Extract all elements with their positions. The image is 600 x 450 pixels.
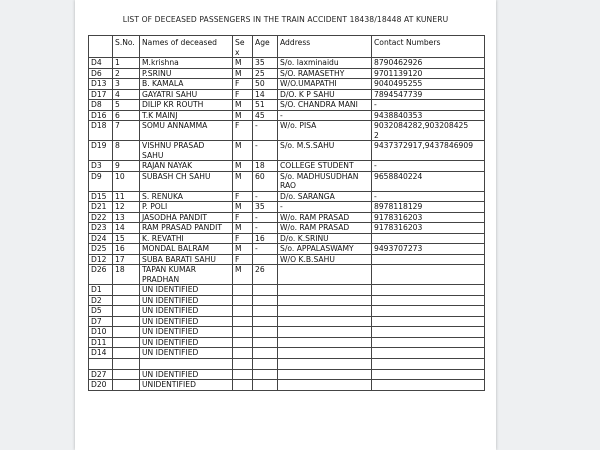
cell-sex: M [233, 58, 253, 69]
cell-body-id: D12 [89, 254, 113, 265]
cell-name [140, 358, 233, 369]
cell-age: 14 [253, 89, 278, 100]
cell-address: W/O.UMAPATHI [278, 79, 372, 90]
cell-serial-no [113, 295, 140, 306]
cell-contact [372, 306, 485, 317]
cell-serial-no [113, 380, 140, 391]
cell-age: - [253, 141, 278, 161]
table-row [89, 358, 485, 369]
cell-sex: F [233, 89, 253, 100]
cell-sex: M [233, 202, 253, 213]
table-row [89, 244, 485, 255]
cell-address [278, 358, 372, 369]
cell-sex [233, 348, 253, 359]
cell-serial-no [113, 306, 140, 317]
cell-sex: M [233, 244, 253, 255]
cell-name: P. POLI [140, 202, 233, 213]
cell-contact [372, 295, 485, 306]
table-row [89, 202, 485, 213]
cell-contact [372, 316, 485, 327]
cell-body-id: D15 [89, 191, 113, 202]
cell-serial-no: 11 [113, 191, 140, 202]
cell-body-id: D5 [89, 306, 113, 317]
cell-name: RAM PRASAD PANDIT [140, 223, 233, 234]
cell-sex [233, 380, 253, 391]
cell-body-id: D19 [89, 141, 113, 161]
table-row [89, 327, 485, 338]
cell-name: RAJAN NAYAK [140, 161, 233, 172]
header-serial-no: S.No. [113, 36, 140, 58]
cell-serial-no: 14 [113, 223, 140, 234]
cell-sex: F [233, 254, 253, 265]
cell-age: - [253, 121, 278, 141]
cell-sex: F [233, 233, 253, 244]
cell-contact: 9438840353 [372, 110, 485, 121]
cell-contact [372, 380, 485, 391]
cell-body-id: D21 [89, 202, 113, 213]
cell-address [278, 380, 372, 391]
cell-age: 51 [253, 100, 278, 111]
cell-address [278, 265, 372, 285]
cell-serial-no: 1 [113, 58, 140, 69]
cell-address [278, 348, 372, 359]
cell-age [253, 380, 278, 391]
table-row [89, 68, 485, 79]
cell-serial-no: 9 [113, 161, 140, 172]
cell-contact [372, 358, 485, 369]
cell-body-id: D10 [89, 327, 113, 338]
cell-serial-no: 5 [113, 100, 140, 111]
header-sex: Se x [233, 36, 253, 58]
cell-name: B. KAMALA [140, 79, 233, 90]
cell-sex: M [233, 100, 253, 111]
cell-body-id: D11 [89, 337, 113, 348]
cell-body-id: D25 [89, 244, 113, 255]
header-body-id [89, 36, 113, 58]
cell-age [253, 348, 278, 359]
cell-sex [233, 337, 253, 348]
cell-contact: 9658840224 [372, 171, 485, 191]
cell-name: SUBA BARATI SAHU [140, 254, 233, 265]
cell-body-id: D4 [89, 58, 113, 69]
cell-contact: 8790462926 [372, 58, 485, 69]
cell-age: 18 [253, 161, 278, 172]
cell-sex: M [233, 68, 253, 79]
table-row [89, 295, 485, 306]
cell-address [278, 369, 372, 380]
cell-address: S/O. CHANDRA MANI [278, 100, 372, 111]
cell-body-id: D7 [89, 316, 113, 327]
cell-contact [372, 337, 485, 348]
cell-name: JASODHA PANDIT [140, 212, 233, 223]
cell-name: VISHNU PRASAD SAHU [140, 141, 233, 161]
cell-address: D/o. SARANGA [278, 191, 372, 202]
cell-contact: - [372, 161, 485, 172]
cell-address [278, 285, 372, 296]
cell-name: UN IDENTIFIED [140, 369, 233, 380]
cell-age: - [253, 212, 278, 223]
cell-contact: 8978118129 [372, 202, 485, 213]
cell-address: D/o. K.SRINU [278, 233, 372, 244]
cell-age [253, 254, 278, 265]
cell-sex [233, 306, 253, 317]
cell-serial-no [113, 337, 140, 348]
cell-age: 26 [253, 265, 278, 285]
cell-name: MONDAL BALRAM [140, 244, 233, 255]
cell-age [253, 295, 278, 306]
cell-sex: F [233, 79, 253, 90]
cell-age: 16 [253, 233, 278, 244]
cell-age [253, 316, 278, 327]
cell-contact: 9032084282,903208425 2 [372, 121, 485, 141]
header-name: Names of deceased [140, 36, 233, 58]
cell-address: S/O. RAMASETHY [278, 68, 372, 79]
cell-body-id: D24 [89, 233, 113, 244]
cell-body-id: D16 [89, 110, 113, 121]
cell-serial-no [113, 358, 140, 369]
cell-age [253, 285, 278, 296]
cell-sex: M [233, 223, 253, 234]
cell-sex: F [233, 121, 253, 141]
cell-sex [233, 358, 253, 369]
cell-contact: 9437372917,9437846909 [372, 141, 485, 161]
cell-name: SUBASH CH SAHU [140, 171, 233, 191]
cell-address: S/o. laxminaidu [278, 58, 372, 69]
cell-address: S/o. M.S.SAHU [278, 141, 372, 161]
cell-name: TAPAN KUMAR PRADHAN [140, 265, 233, 285]
cell-contact [372, 285, 485, 296]
cell-sex [233, 295, 253, 306]
table-row [89, 337, 485, 348]
cell-contact [372, 327, 485, 338]
table-row [89, 212, 485, 223]
cell-address [278, 306, 372, 317]
cell-age [253, 358, 278, 369]
table-row [89, 58, 485, 69]
cell-serial-no: 15 [113, 233, 140, 244]
cell-serial-no [113, 369, 140, 380]
table-row [89, 254, 485, 265]
cell-body-id: D20 [89, 380, 113, 391]
cell-contact: - [372, 191, 485, 202]
cell-sex: M [233, 141, 253, 161]
table-row [89, 316, 485, 327]
cell-body-id [89, 358, 113, 369]
cell-body-id: D9 [89, 171, 113, 191]
cell-sex [233, 285, 253, 296]
header-contact: Contact Numbers [372, 36, 485, 58]
cell-serial-no [113, 316, 140, 327]
cell-age [253, 327, 278, 338]
cell-age: 50 [253, 79, 278, 90]
cell-sex [233, 327, 253, 338]
cell-address: W/o. RAM PRASAD [278, 223, 372, 234]
cell-body-id: D3 [89, 161, 113, 172]
cell-body-id: D8 [89, 100, 113, 111]
table-row [89, 79, 485, 90]
cell-age: - [253, 223, 278, 234]
cell-serial-no: 17 [113, 254, 140, 265]
cell-contact [372, 369, 485, 380]
cell-name: UNIDENTIFIED [140, 380, 233, 391]
document-page [75, 0, 496, 450]
cell-serial-no: 2 [113, 68, 140, 79]
cell-address [278, 327, 372, 338]
cell-body-id: D27 [89, 369, 113, 380]
cell-contact [372, 233, 485, 244]
cell-serial-no: 10 [113, 171, 140, 191]
cell-name: K. REVATHI [140, 233, 233, 244]
cell-address: W/o. RAM PRASAD [278, 212, 372, 223]
table-row [89, 233, 485, 244]
cell-body-id: D2 [89, 295, 113, 306]
cell-contact: 9040495255 [372, 79, 485, 90]
cell-name: S. RENUKA [140, 191, 233, 202]
cell-body-id: D14 [89, 348, 113, 359]
table-row [89, 348, 485, 359]
cell-sex: M [233, 265, 253, 285]
cell-address: COLLEGE STUDENT [278, 161, 372, 172]
cell-serial-no [113, 348, 140, 359]
cell-age: 45 [253, 110, 278, 121]
cell-address: W/O K.B.SAHU [278, 254, 372, 265]
cell-name: UN IDENTIFIED [140, 337, 233, 348]
cell-name: DILIP KR ROUTH [140, 100, 233, 111]
cell-age: 35 [253, 58, 278, 69]
cell-serial-no [113, 285, 140, 296]
cell-address: - [278, 110, 372, 121]
cell-body-id: D17 [89, 89, 113, 100]
table-row [89, 380, 485, 391]
cell-address: S/o. MADHUSUDHAN RAO [278, 171, 372, 191]
cell-contact: 7894547739 [372, 89, 485, 100]
cell-contact: 9178316203 [372, 212, 485, 223]
table-row [89, 306, 485, 317]
cell-contact: - [372, 100, 485, 111]
cell-sex [233, 316, 253, 327]
cell-address [278, 295, 372, 306]
cell-serial-no: 7 [113, 121, 140, 141]
cell-serial-no [113, 327, 140, 338]
cell-address [278, 337, 372, 348]
cell-address: - [278, 202, 372, 213]
table-row [89, 89, 485, 100]
cell-name: UN IDENTIFIED [140, 306, 233, 317]
cell-age: 25 [253, 68, 278, 79]
cell-contact: 9493707273 [372, 244, 485, 255]
cell-sex [233, 369, 253, 380]
cell-age [253, 369, 278, 380]
cell-age [253, 337, 278, 348]
cell-body-id: D6 [89, 68, 113, 79]
table-row [89, 191, 485, 202]
cell-name: M.krishna [140, 58, 233, 69]
cell-age [253, 306, 278, 317]
cell-serial-no: 18 [113, 265, 140, 285]
cell-sex: M [233, 110, 253, 121]
cell-sex: F [233, 212, 253, 223]
cell-serial-no: 6 [113, 110, 140, 121]
cell-name: T.K MAINJ [140, 110, 233, 121]
table-row [89, 121, 485, 141]
document-title: LIST OF DECEASED PASSENGERS IN THE TRAIN ACCIDENT 18438/18448 AT KUNERU [122, 15, 449, 24]
cell-age: - [253, 244, 278, 255]
cell-serial-no: 3 [113, 79, 140, 90]
cell-serial-no: 16 [113, 244, 140, 255]
cell-age: - [253, 191, 278, 202]
table-row [89, 171, 485, 191]
cell-sex: F [233, 191, 253, 202]
table-row [89, 223, 485, 234]
cell-address [278, 316, 372, 327]
table-row [89, 285, 485, 296]
cell-contact: 9178316203 [372, 223, 485, 234]
table-header-row [89, 36, 485, 58]
deceased-table [88, 35, 485, 391]
cell-name: UN IDENTIFIED [140, 327, 233, 338]
cell-body-id: D26 [89, 265, 113, 285]
header-address: Address [278, 36, 372, 58]
cell-sex: M [233, 161, 253, 172]
table-row [89, 110, 485, 121]
cell-serial-no: 4 [113, 89, 140, 100]
cell-body-id: D13 [89, 79, 113, 90]
cell-body-id: D1 [89, 285, 113, 296]
cell-age: 35 [253, 202, 278, 213]
cell-age: 60 [253, 171, 278, 191]
cell-name: UN IDENTIFIED [140, 295, 233, 306]
cell-body-id: D22 [89, 212, 113, 223]
table-row [89, 141, 485, 161]
cell-contact [372, 254, 485, 265]
cell-serial-no: 13 [113, 212, 140, 223]
cell-serial-no: 8 [113, 141, 140, 161]
cell-name: GAYATRI SAHU [140, 89, 233, 100]
table-row [89, 265, 485, 285]
table-row [89, 369, 485, 380]
cell-address: W/o. PISA [278, 121, 372, 141]
cell-serial-no: 12 [113, 202, 140, 213]
cell-sex: M [233, 171, 253, 191]
cell-name: SOMU ANNAMMA [140, 121, 233, 141]
cell-body-id: D23 [89, 223, 113, 234]
header-age: Age [253, 36, 278, 58]
cell-contact [372, 348, 485, 359]
cell-name: UN IDENTIFIED [140, 348, 233, 359]
table-row [89, 161, 485, 172]
cell-name: P.SRINU [140, 68, 233, 79]
cell-address: S/o. APPALASWAMY [278, 244, 372, 255]
cell-contact: 9701139120 [372, 68, 485, 79]
cell-body-id: D18 [89, 121, 113, 141]
table-row [89, 100, 485, 111]
cell-address: D/O. K P SAHU [278, 89, 372, 100]
cell-contact [372, 265, 485, 285]
cell-name: UN IDENTIFIED [140, 285, 233, 296]
cell-name: UN IDENTIFIED [140, 316, 233, 327]
